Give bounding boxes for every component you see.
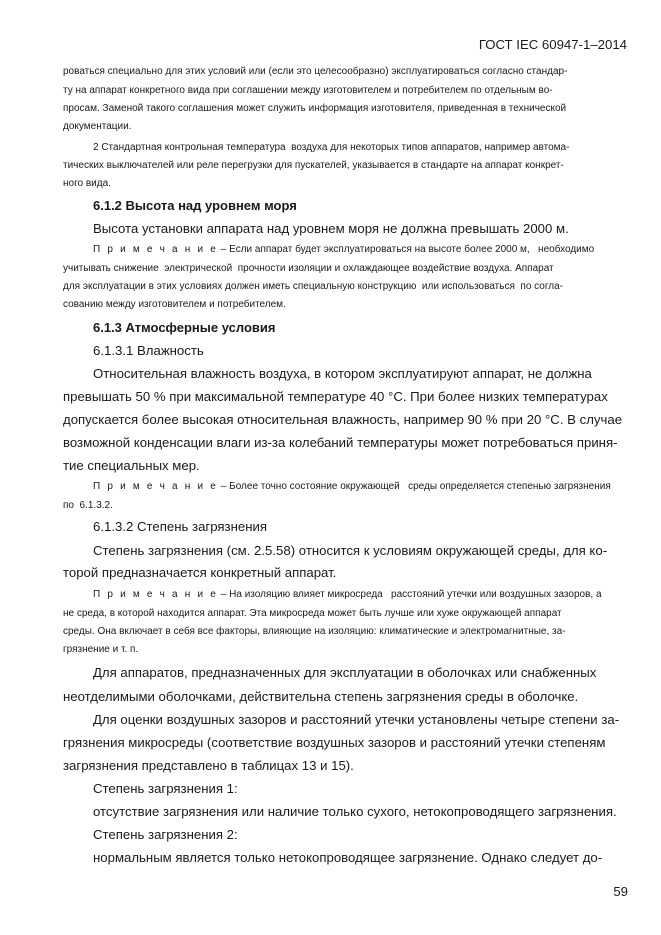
- note-line: 2 Стандартная контрольная температура воздуха для некоторых типов аппаратов, например автома-: [93, 142, 570, 153]
- note-line: П р и м е ч а н и е – На изоляцию влияет микросреда расстояний утечки или воздушных зазоров, а: [93, 589, 602, 600]
- paragraph-line: Для оценки воздушных зазоров и расстояний утечки установлены четыре степени за-: [93, 712, 620, 727]
- paragraph-line: возможной конденсации влаги из-за колебаний температуры может потребоваться приня-: [63, 435, 618, 450]
- note-line: среды. Она включает в себя все факторы, влияющие на изоляцию: климатические и электромагнитные, за-: [63, 626, 566, 637]
- note-label: П р и м е ч а н и е: [93, 244, 219, 255]
- paragraph-line: Степень загрязнения 2:: [93, 827, 238, 842]
- paragraph-line: Степень загрязнения (см. 2.5.58) относится к условиям окружающей среды, для ко-: [93, 543, 608, 558]
- paragraph-line: грязнения микросреды (соответствие воздушных зазоров и расстояний утечки степеням: [63, 735, 606, 750]
- paragraph-line: Степень загрязнения 1:: [93, 781, 238, 796]
- note-line: сованию между изготовителем и потребителем.: [63, 299, 286, 310]
- note-line: ного вида.: [63, 178, 111, 189]
- subsection-heading: 6.1.3.1 Влажность: [93, 343, 204, 358]
- note-line: П р и м е ч а н и е – Если аппарат будет эксплуатироваться на высоте более 2000 м, необходимо: [93, 244, 595, 255]
- page-number: 59: [613, 884, 628, 899]
- paragraph-line: торой предназначается конкретный аппарат.: [63, 565, 337, 580]
- note-line: ту на аппарат конкретного вида при соглашении между изготовителем и потребителем по отдельным во-: [63, 85, 553, 96]
- subsection-heading: 6.1.3.2 Степень загрязнения: [93, 519, 268, 534]
- note-line: учитывать снижение электрической прочности изоляции и охлаждающее воздействие воздуха. Аппарат: [63, 263, 554, 274]
- paragraph-line: тие специальных мер.: [63, 458, 200, 473]
- note-line: для эксплуатации в этих условиях должен иметь специальную конструкцию или использоваться по согла-: [63, 281, 564, 292]
- paragraph-line: Относительная влажность воздуха, в котором эксплуатируют аппарат, не должна: [93, 366, 592, 381]
- paragraph-line: Для аппаратов, предназначенных для эксплуатации в оболочках или снабженных: [93, 665, 597, 680]
- paragraph-line: отсутствие загрязнения или наличие только сухого, нетокопроводящего загрязнения.: [93, 804, 617, 819]
- paragraph-line: нормальным является только нетокопроводящее загрязнение. Однако следует до-: [93, 850, 603, 865]
- note-line: роваться специально для этих условий или (если это целесообразно) эксплуатироваться согласно стандар-: [63, 66, 568, 77]
- note-line: по 6.1.3.2.: [63, 500, 113, 511]
- paragraph-line: превышать 50 % при максимальной температуре 40 °С. При более низких температурах: [63, 389, 608, 404]
- document-header: ГОСТ IEC 60947-1–2014: [478, 37, 627, 52]
- note-line: просам. Заменой такого соглашения может служить информация изготовителя, приведенная в технической: [63, 103, 567, 114]
- note-line: тических выключателей или реле перегрузки для пускателей, указывается в стандарте на аппарат конкрет-: [63, 160, 564, 171]
- paragraph-line: допускается более высокая относительная влажность, например 90 % при 20 °С. В случае: [63, 412, 623, 427]
- section-heading: 6.1.2 Высота над уровнем моря: [93, 198, 297, 213]
- note-line: не среда, в которой находится аппарат. Эта микросреда может быть лучше или хуже окружающей аппарат: [63, 608, 562, 619]
- paragraph-line: Высота установки аппарата над уровнем моря не должна превышать 2000 м.: [93, 221, 569, 236]
- note-line: документации.: [63, 121, 132, 132]
- section-heading: 6.1.3 Атмосферные условия: [93, 320, 276, 335]
- note-line: П р и м е ч а н и е – Более точно состояние окружающей среды определяется степенью загрязнения: [93, 481, 611, 492]
- paragraph-line: загрязнения представлено в таблицах 13 и 15).: [63, 758, 354, 773]
- note-label: П р и м е ч а н и е: [93, 481, 219, 492]
- note-line: грязнение и т. п.: [63, 644, 139, 655]
- note-label: П р и м е ч а н и е: [93, 589, 219, 600]
- paragraph-line: неотделимыми оболочками, действительна степень загрязнения среды в оболочке.: [63, 689, 579, 704]
